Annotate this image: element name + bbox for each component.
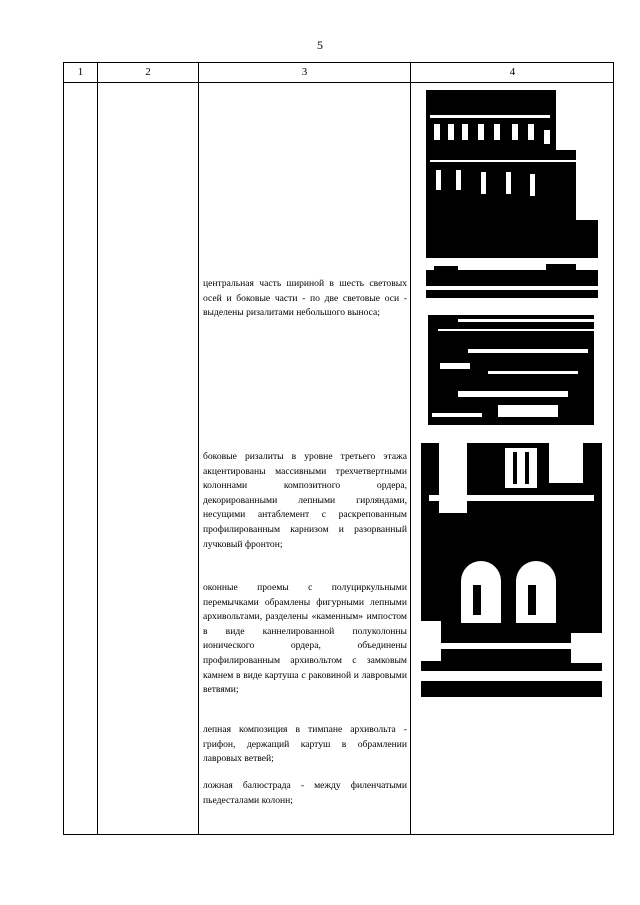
paragraph-central-part: центральная часть шириной в шесть световых осей и боковые части - по две световые оси - выделены ризалитами небольшого выноса;: [203, 278, 407, 319]
column-header-1: 1: [77, 66, 84, 78]
page-number: 5: [317, 38, 323, 52]
column-divider: [198, 63, 199, 834]
column-divider: [97, 63, 98, 834]
paragraph-window-openings: оконные проемы с полуциркульными перемычками обрамлены фигурными лепными архивольтами, разделены «каменным» импостом в виде каннелированной полуколонны ионического ордера, объединены профилированным архивольтом с замковым камнем в виде картуша с раковиной и лавровыми ветвями;: [203, 582, 407, 696]
column-header-3: 3: [301, 66, 308, 78]
cornice-detail-photo: [428, 301, 594, 425]
column-header-4: 4: [509, 66, 516, 78]
column-header-2: 2: [145, 66, 151, 78]
facade-photo: [426, 90, 598, 298]
paragraph-balustrade: ложная балюстрада - между филенчатыми пьедесталами колонн;: [203, 780, 407, 806]
column-divider: [410, 63, 411, 834]
window-arch-detail-photo: [421, 443, 602, 697]
header-divider: [64, 82, 613, 83]
paragraph-tympanum: лепная композиция в тимпане архивольта - грифон, держащий картуш в обрамлении лавровых ветвей;: [203, 724, 407, 765]
paragraph-side-risalits: боковые ризалиты в уровне третьего этажа акцентированы массивными трехчетвертными колоннами композитного ордера, декорированными лепными гирляндами, несущими антаблемент с раскрепованным профилированным карнизом и разорванный лучковый фронтон;: [203, 451, 407, 550]
